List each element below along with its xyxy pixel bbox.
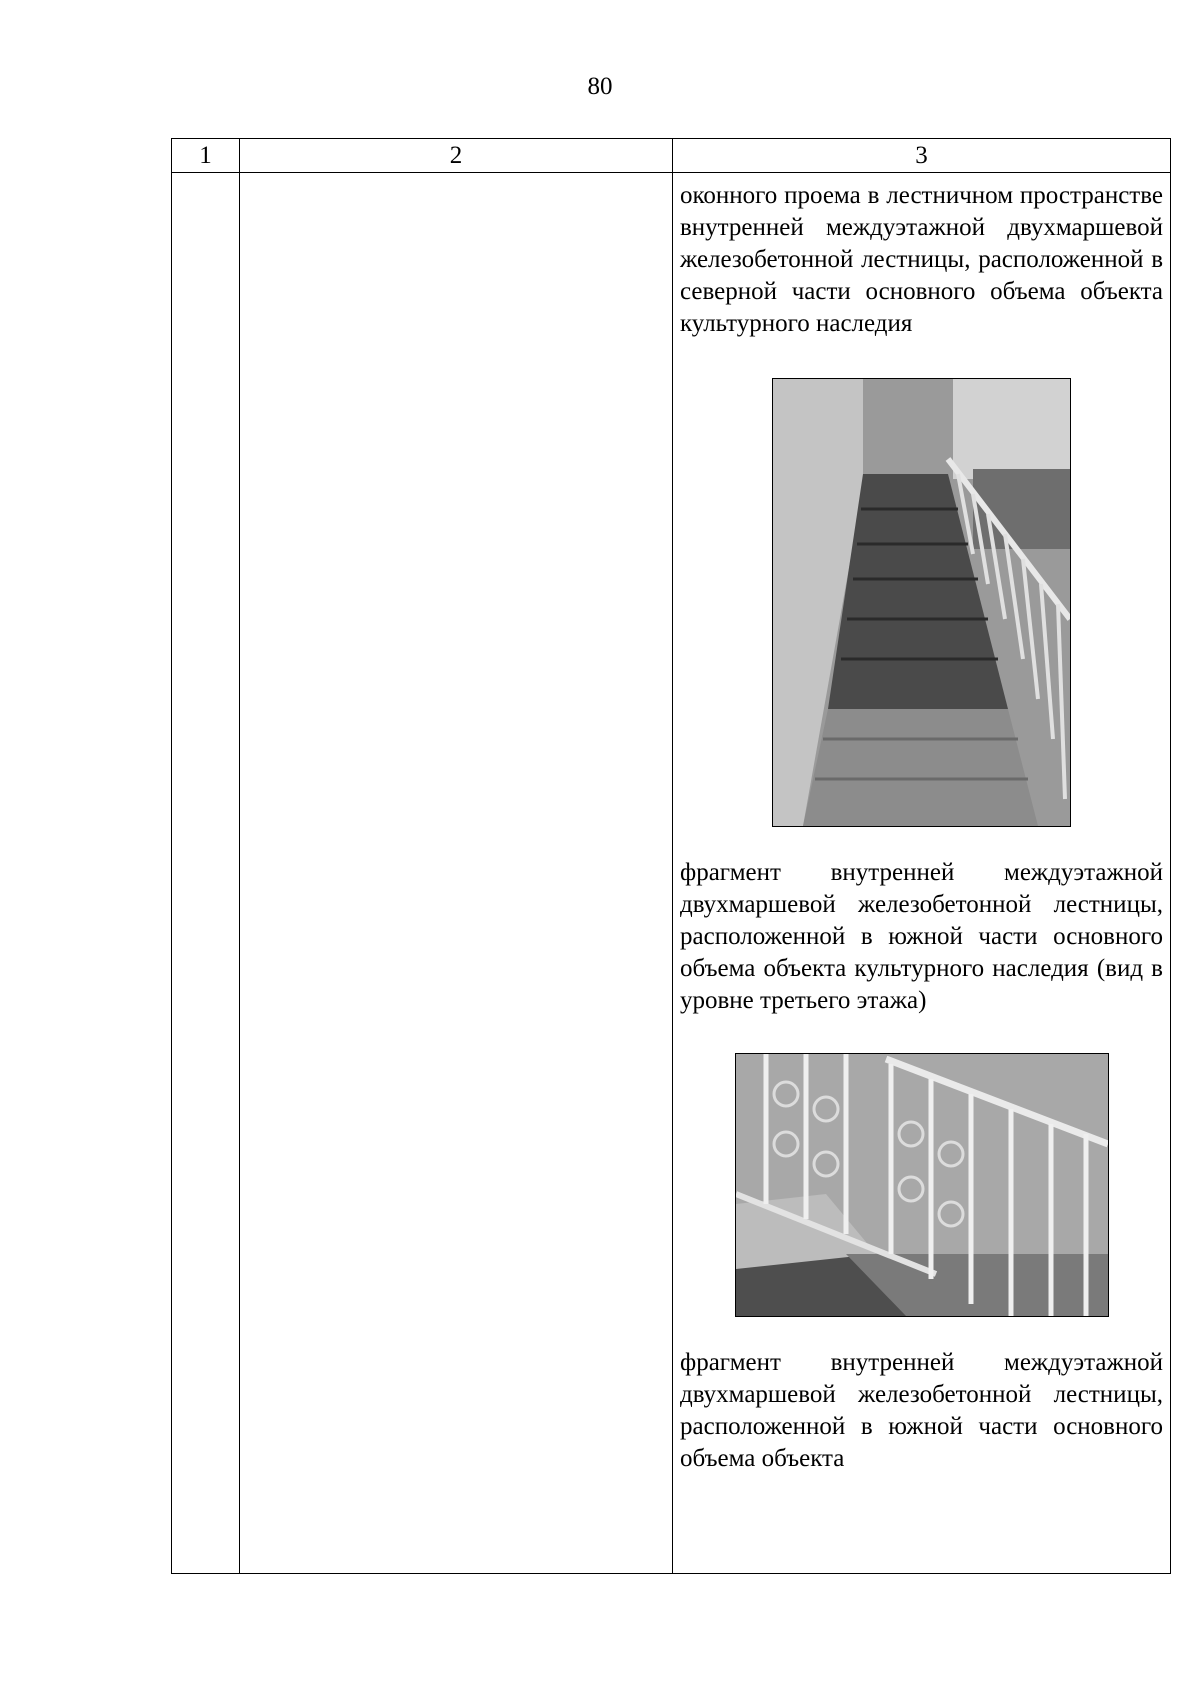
railing-photo (735, 1053, 1109, 1317)
photo-container-1 (680, 340, 1163, 827)
document-table (171, 138, 1171, 1574)
photo-caption-2: фрагмент внутренней междуэтажной двухмаршевой железобетонной лестницы, расположенной в южной части основного объема объекта (680, 1349, 1163, 1472)
cell-col3 (673, 173, 1171, 1574)
table-row (172, 173, 1171, 1574)
staircase-photo (772, 378, 1071, 827)
cell-col1 (172, 173, 240, 1574)
header-cell-3: 3 (673, 139, 1171, 173)
header-cell-1: 1 (172, 139, 240, 173)
table-header-row (172, 139, 1171, 173)
page-number: 80 (587, 73, 613, 100)
photo-caption-1: фрагмент внутренней междуэтажной двухмаршевой железобетонной лестницы, расположенной в южной части основного объема объекта культурного наследия (вид в уровне третьего этажа) (680, 859, 1163, 1014)
description-paragraph-1: оконного проема в лестничном пространстве внутренней междуэтажной двухмаршевой железобетонной лестницы, расположенной в северной части основного объема объекта культурного наследия (680, 182, 1163, 337)
cell-col2 (240, 173, 673, 1574)
header-cell-2: 2 (240, 139, 673, 173)
photo-container-2 (680, 1017, 1163, 1317)
